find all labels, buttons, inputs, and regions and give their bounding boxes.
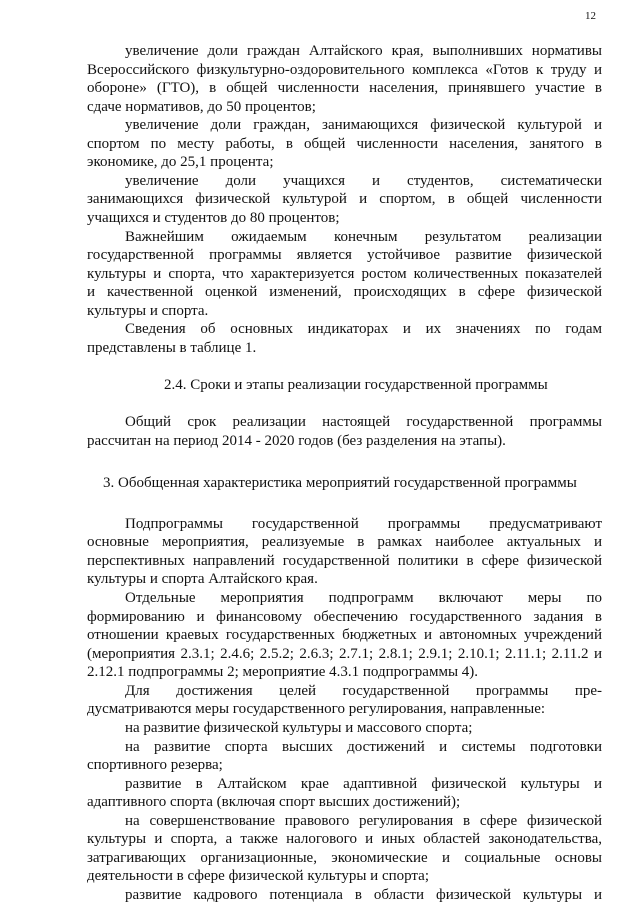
text-line: культуры и спорта Алтайского края.	[87, 571, 318, 588]
text-line: обороне» (ГТО), в общей численности населения, принявшего участие в	[87, 80, 602, 97]
text-line: на развитие спорта высших достижений и системы подготовки	[125, 738, 602, 755]
text-line: (мероприятия 2.3.1; 2.4.6; 2.5.2; 2.6.3; 2.7.1; 2.8.1; 2.9.1; 2.10.1; 2.11.1; 2.11.2 и	[87, 645, 602, 662]
text-line: отношении краевых государственных бюджетных и автономных учреждений	[87, 627, 602, 644]
text-line: культуры и спорта, что характеризуется ростом количественных показателей	[87, 265, 602, 282]
text-line: сдаче нормативов, до 50 процентов;	[87, 98, 316, 115]
text-line: на совершенствование правового регулирования в сфере физической	[125, 812, 602, 829]
section-heading: 3. Обобщенная характеристика мероприятий государственной программы	[103, 474, 577, 491]
text-line: рассчитан на период 2014 - 2020 годов (без разделения на этапы).	[87, 432, 506, 449]
text-line: адаптивного спорта (включая спорт высших достижений);	[87, 794, 461, 811]
text-line: Для достижения целей государственной программы пре-	[125, 682, 602, 699]
text-line: на развитие физической культуры и массового спорта;	[125, 719, 473, 736]
text-line: спортом по месту работы, в общей численности населения, занятого в	[87, 135, 602, 152]
text-line: Подпрограммы государственной программы предусматривают	[125, 515, 602, 532]
text-line: представлены в таблице 1.	[87, 339, 257, 356]
text-line: развитие в Алтайском крае адаптивной физической культуры и	[125, 775, 602, 792]
text-line: дусматриваются меры государственного регулирования, направленные:	[87, 701, 546, 718]
text-line: учащихся и студентов до 80 процентов;	[87, 210, 340, 227]
text-line: основные мероприятия, реализуемые в рамках наиболее актуальных и	[87, 534, 602, 551]
text-line: экономике, до 25,1 процента;	[87, 154, 274, 171]
text-line: культуры и спорта, а также налогового и иных областей законодательства,	[87, 831, 602, 848]
text-line: формированию и финансовому обеспечению государственного задания в	[87, 608, 602, 625]
text-line: Сведения об основных индикаторах и их значениях по годам	[125, 321, 602, 338]
text-line: увеличение доли учащихся и студентов, систематически	[125, 172, 602, 189]
text-line: затрагивающих организационные, экономические и социальные основы	[87, 849, 602, 866]
text-line: Всероссийского физкультурно-оздоровительного комплекса «Готов к труду и	[87, 61, 602, 78]
text-line: Общий срок реализации настоящей государственной программы	[125, 414, 602, 431]
text-line: увеличение доли граждан Алтайского края, выполнивших нормативы	[125, 43, 602, 59]
section-heading: 2.4. Сроки и этапы реализации государственной программы	[164, 377, 548, 394]
text-line: Отдельные мероприятия подпрограмм включают меры по	[125, 590, 602, 607]
text-line: деятельности в сфере физической культуры и спорта;	[87, 868, 429, 885]
page-number: 12	[585, 10, 596, 22]
text-line: занимающихся физической культурой и спортом, в общей численности	[87, 191, 602, 208]
text-line: государственной программы является устойчивое развитие физической	[87, 247, 602, 264]
text-line: и качественной оценкой изменений, происходящих в сфере физической	[87, 284, 602, 301]
text-line: развитие кадрового потенциала в области физической культуры и	[125, 887, 602, 903]
text-line: 2.12.1 подпрограммы 2; мероприятие 4.3.1 подпрограммы 4).	[87, 664, 479, 681]
text-line: спортивного резерва;	[87, 757, 223, 774]
text-line: перспективных направлений государственной политики в сфере физической	[87, 552, 602, 569]
text-line: увеличение доли граждан, занимающихся физической культурой и	[125, 117, 602, 134]
text-line: Важнейшим ожидаемым конечным результатом реализации	[125, 228, 602, 245]
text-line: культуры и спорта.	[87, 302, 209, 319]
